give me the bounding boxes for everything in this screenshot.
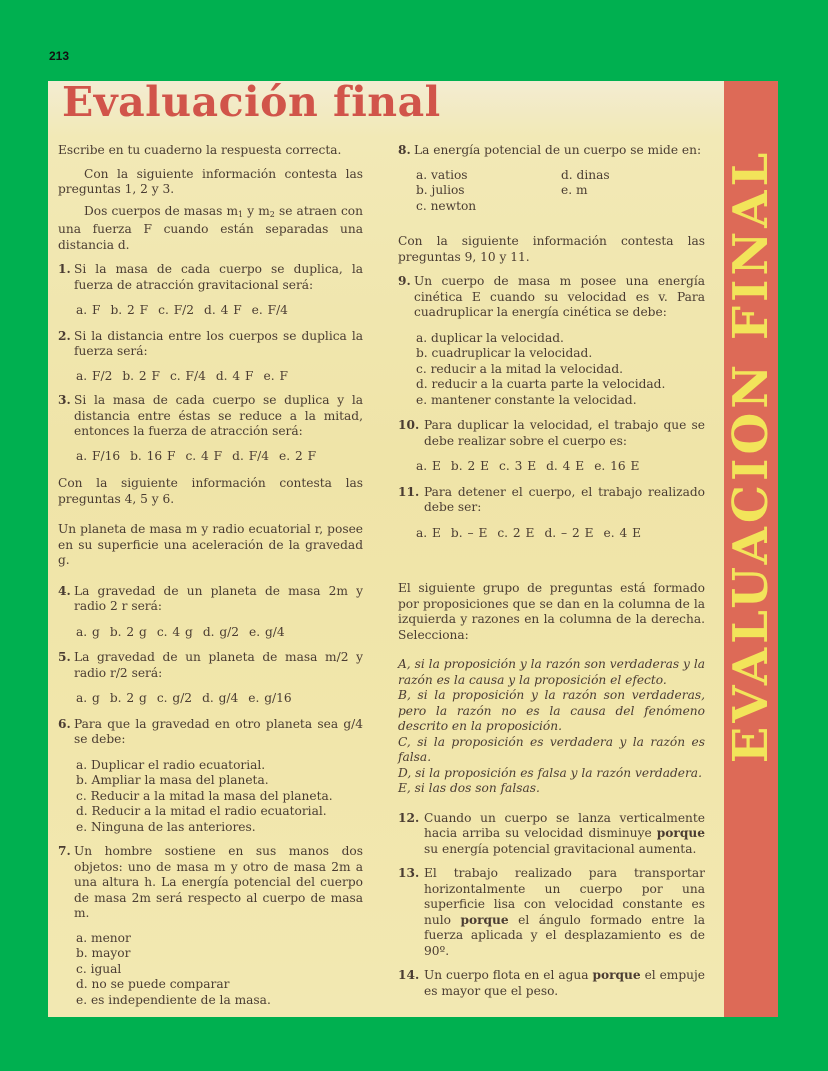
option[interactable]: c. reducir a la mitad la velocidad. [416,361,623,376]
side-banner [724,81,778,1017]
option[interactable]: b. cuadruplicar la velocidad. [416,346,593,360]
option[interactable]: d. F/4 [232,448,270,463]
answer-key-e: E, si las dos son falsas. [398,781,540,795]
page-title: Evaluación final [62,78,441,126]
side-banner-text: EVALUACION FINAL [723,148,779,764]
option[interactable]: b. 2 g [109,691,147,705]
option[interactable]: c. F/2 [158,303,195,317]
question-10: 10. Para duplicar la velocidad, el trabajo que se debe realizar sobre el cuerpo es: [398,418,705,448]
option[interactable]: a. Duplicar el radio ecuatorial. [76,757,266,772]
option[interactable]: e. m [561,183,588,197]
question-3-options [58,449,363,465]
option[interactable]: c. 4 g [156,624,193,639]
option[interactable]: d. no se puede comparar [76,977,230,991]
question-3: 3. Si la masa de cada cuerpo se duplica y la distancia entre éstas se reduce a la mitad, entonces la fuerza de atracción será: [58,393,363,438]
option[interactable]: c. 4 F [185,448,223,463]
option[interactable]: c. Reducir a la mitad la masa del planeta. [76,788,333,803]
option[interactable]: e. g/16 [248,691,292,705]
option[interactable]: d. 4 F [204,303,242,317]
option[interactable]: a. E [416,459,441,473]
question-8: 8. La energía potencial de un cuerpo se mide en: [398,143,702,157]
option[interactable]: e. mantener constante la velocidad. [416,392,637,407]
question-11-options [398,526,705,542]
question-1: 1. Si la masa de cada cuerpo se duplica, la fuerza de atracción gravitacional será: [58,262,363,292]
option[interactable]: b. 2 F [110,303,149,317]
option[interactable]: e. 16 E [594,459,640,473]
option[interactable]: c. igual [76,961,122,976]
option[interactable]: e. Ninguna de las anteriores. [76,819,256,834]
question-11: 11. Para detener el cuerpo, el trabajo realizado debe ser: [398,484,705,514]
question-6-options [58,758,363,836]
option[interactable]: a. g [76,624,100,639]
page-number: 213 [49,49,70,63]
option[interactable]: d. reducir a la cuarta parte la velocidad. [416,377,666,391]
option[interactable]: d. Reducir a la mitad el radio ecuatorial. [76,804,327,818]
option[interactable]: a. g [76,691,100,705]
option[interactable]: e. es independiente de la masa. [76,992,271,1007]
group-intro: El siguiente grupo de preguntas está formado por proposiciones que se dan en la columna de la izquierda y razones en la columna de la derecha. Selecciona: [398,581,705,642]
question-4-options [58,625,363,641]
option[interactable]: b. – E [450,525,488,540]
option-empty [561,199,661,215]
question-2-options [58,369,363,385]
answer-key-a: A, si la proposición y la razón son verdaderas y la razón es la causa y la proposición el efecto. [398,657,705,687]
option[interactable]: d. – 2 E [544,525,594,540]
option[interactable]: e. 4 E [603,525,641,540]
option[interactable]: a. F/2 [76,368,113,383]
option[interactable]: a. duplicar la velocidad. [416,330,564,345]
question-10-options [398,459,705,475]
question-9: 9. Un cuerpo de masa m posee una energía cinética E cuando su velocidad es v. Para cuadruplicar la energía cinética se debe: [398,274,705,319]
option[interactable]: e. F/4 [251,303,288,317]
info-intro-2: Con la siguiente información contesta las preguntas 4, 5 y 6. [58,476,363,506]
info-text-2: Un planeta de masa m y radio ecuatorial r, posee en su superficie una aceleración de la gravedad g. [58,522,363,567]
option[interactable]: a. F [76,303,101,317]
option[interactable]: b. 16 F [130,448,176,463]
answer-key-b: B, si la proposición y la razón son verdaderas, pero la razón no es la causa del fenómeno descrito en la proposición. [398,688,705,733]
question-14: 14. Un cuerpo flota en el agua porque el empuje es mayor que el peso. [398,968,706,998]
option[interactable]: b. julios [416,183,465,197]
option[interactable]: c. g/2 [156,691,193,705]
question-13: 13. El trabajo realizado para transportar horizontalmente un cuerpo por una superficie lisa con velocidad constante es nulo porque el ángulo formado entre la fuerza aplicada y el desplazamiento es de 90º. [398,866,706,958]
answer-key-c: C, si la proposición es verdadera y la razón es falsa. [398,734,705,764]
option[interactable]: a. E [416,525,441,540]
question-8-options [398,168,705,215]
option[interactable]: c. 3 E [499,459,537,473]
option[interactable]: c. newton [416,198,477,213]
option[interactable]: d. 4 E [546,459,585,473]
option[interactable]: e. 2 F [279,448,317,463]
answer-key-d: D, si la proposición es falsa y la razón verdadera. [398,765,702,780]
question-6: 6. Para que la gravedad en otro planeta sea g/4 se debe: [58,716,363,746]
option[interactable]: a. vatios [416,167,468,182]
question-5: 5. La gravedad de un planeta de masa m/2 y radio r/2 será: [58,650,363,680]
question-12: 12. Cuando un cuerpo se lanza verticalmente hacia arriba su velocidad disminuye porque su energía potencial gravitacional aumenta. [398,810,705,856]
option[interactable]: e. F [263,368,288,383]
option[interactable]: a. menor [76,930,131,945]
question-9-options [398,331,705,409]
option[interactable]: d. 4 F [215,368,254,383]
option[interactable]: c. F/4 [169,368,206,383]
option[interactable]: c. 2 E [497,525,535,540]
left-column [58,143,363,1008]
info-intro-3: Con la siguiente información contesta las preguntas 9, 10 y 11. [398,234,705,264]
question-5-options [58,691,363,707]
option[interactable]: e. g/4 [249,624,285,639]
option[interactable]: d. g/4 [202,691,239,705]
info-intro-1: Con la siguiente información contesta las preguntas 1, 2 y 3. [58,166,363,196]
option[interactable]: b. 2 E [450,459,489,473]
info-text-1: Dos cuerpos de masas $m_1$ y $m_2$ se atraen con una fuerza F cuando están separadas una distancia d. [58,203,363,252]
option[interactable]: b. 2 F [122,368,160,383]
option[interactable]: b. 2 g [109,624,147,639]
option[interactable]: b. mayor [76,946,131,960]
option[interactable]: b. Ampliar la masa del planeta. [76,773,269,787]
question-2: 2. Si la distancia entre los cuerpos se duplica la fuerza será: [58,328,363,358]
question-7: 7. Un hombre sostiene en sus manos dos objetos: uno de masa m y otro de masa 2m a una altura h. La energía potencial del cuerpo de masa 2m será respecto al cuerpo de masa m. [58,844,363,920]
instruction: Escribe en tu cuaderno la respuesta correcta. [58,143,342,157]
right-column [398,143,705,999]
question-1-options [58,303,363,319]
option[interactable]: d. dinas [561,167,610,182]
option[interactable]: d. g/2 [202,624,240,639]
question-7-options [58,931,363,1009]
option[interactable]: a. F/16 [76,448,121,463]
question-4: 4. La gravedad de un planeta de masa 2m y radio 2 r será: [58,583,363,613]
answer-key-list [398,657,705,797]
